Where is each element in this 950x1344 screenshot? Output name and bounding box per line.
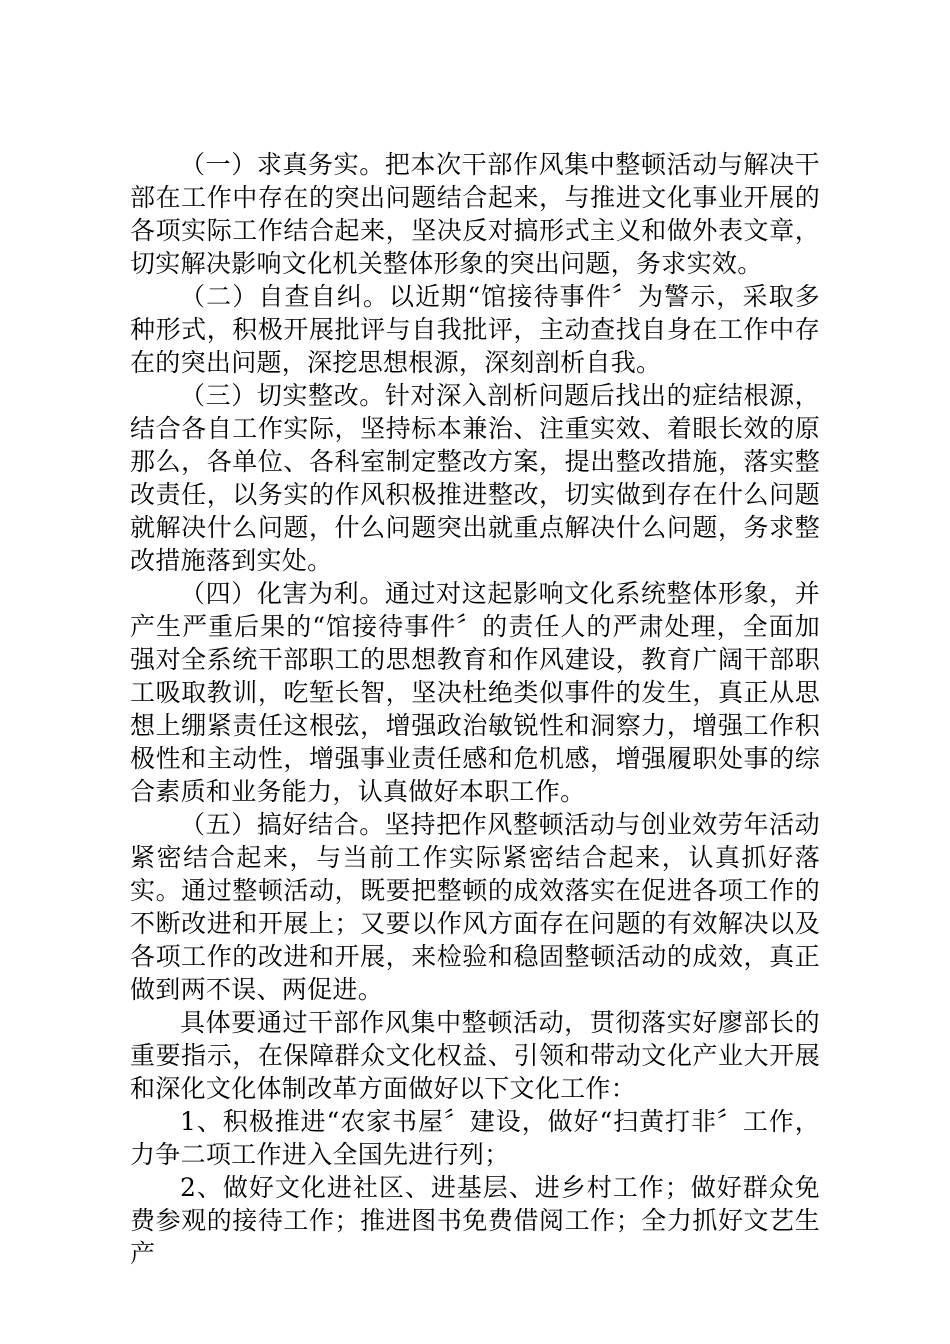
paragraph-specific-requirements: 具体要通过干部作风集中整顿活动，贯彻落实好廖部长的重要指示，在保障群众文化权益、引领和带动文化产业大开展和深化文化体制改革方面做好以下文化工作： [130,1008,820,1103]
paragraph-item-2: 2、做好文化进社区、进基层、进乡村工作；做好群众免费参观的接待工作；推进图书免费借阅工作；全力抓好文艺生产 [130,1173,820,1268]
document-body [130,148,820,1270]
paragraph-rectification: （三）切实整改。针对深入剖析问题后找出的症结根源，结合各自工作实际，坚持标本兼治、注重实效、着眼长效的原那么，各单位、各科室制定整改方案，提出整改措施，落实整改责任，以务实的作风积极推进整改，切实做到存在什么问题就解决什么问题，什么问题突出就重点解决什么问题，务求整改措施落到实处。 [130,381,820,575]
paragraph-good-combination: （五）搞好结合。坚持把作风整顿活动与创业效劳年活动紧密结合起来，与当前工作实际紧密结合起来，认真抓好落实。通过整顿活动，既要把整顿的成效落实在促进各项工作的不断改进和开展上；又要以作风方面存在问题的有效解决以及各项工作的改进和开展，来检验和稳固整顿活动的成效，真正做到两不误、两促进。 [130,810,820,1004]
paragraph-turn-harm-into-benefit: （四）化害为利。通过对这起影响文化系统整体形象，并产生严重后果的“馆接待事件〞的责任人的严肃处理，全面加强对全系统干部职工的思想教育和作风建设，教育广阔干部职工吸取教训，吃堑长智，坚决杜绝类似事件的发生，真正从思想上绷紧责任这根弦，增强政治敏锐性和洞察力，增强工作积极性和主动性，增强事业责任感和危机感，增强履职处事的综合素质和业务能力，认真做好本职工作。 [130,579,820,806]
paragraph-item-1: 1、积极推进“农家书屋〞建设，做好“扫黄打非〞工作，力争二项工作进入全国先进行列； [130,1107,820,1169]
paragraph-self-inspection: （二）自查自纠。以近期“馆接待事件〞为警示，采取多种形式，积极开展批评与自我批评，主动查找自身在工作中存在的突出问题，深挖思想根源，深刻剖析自我。 [130,282,820,377]
paragraph-seek-truth: （一）求真务实。把本次干部作风集中整顿活动与解决干部在工作中存在的突出问题结合起来，与推进文化事业开展的各项实际工作结合起来，坚决反对搞形式主义和做外表文章，切实解决影响文化机关整体形象的突出问题，务求实效。 [130,150,820,278]
